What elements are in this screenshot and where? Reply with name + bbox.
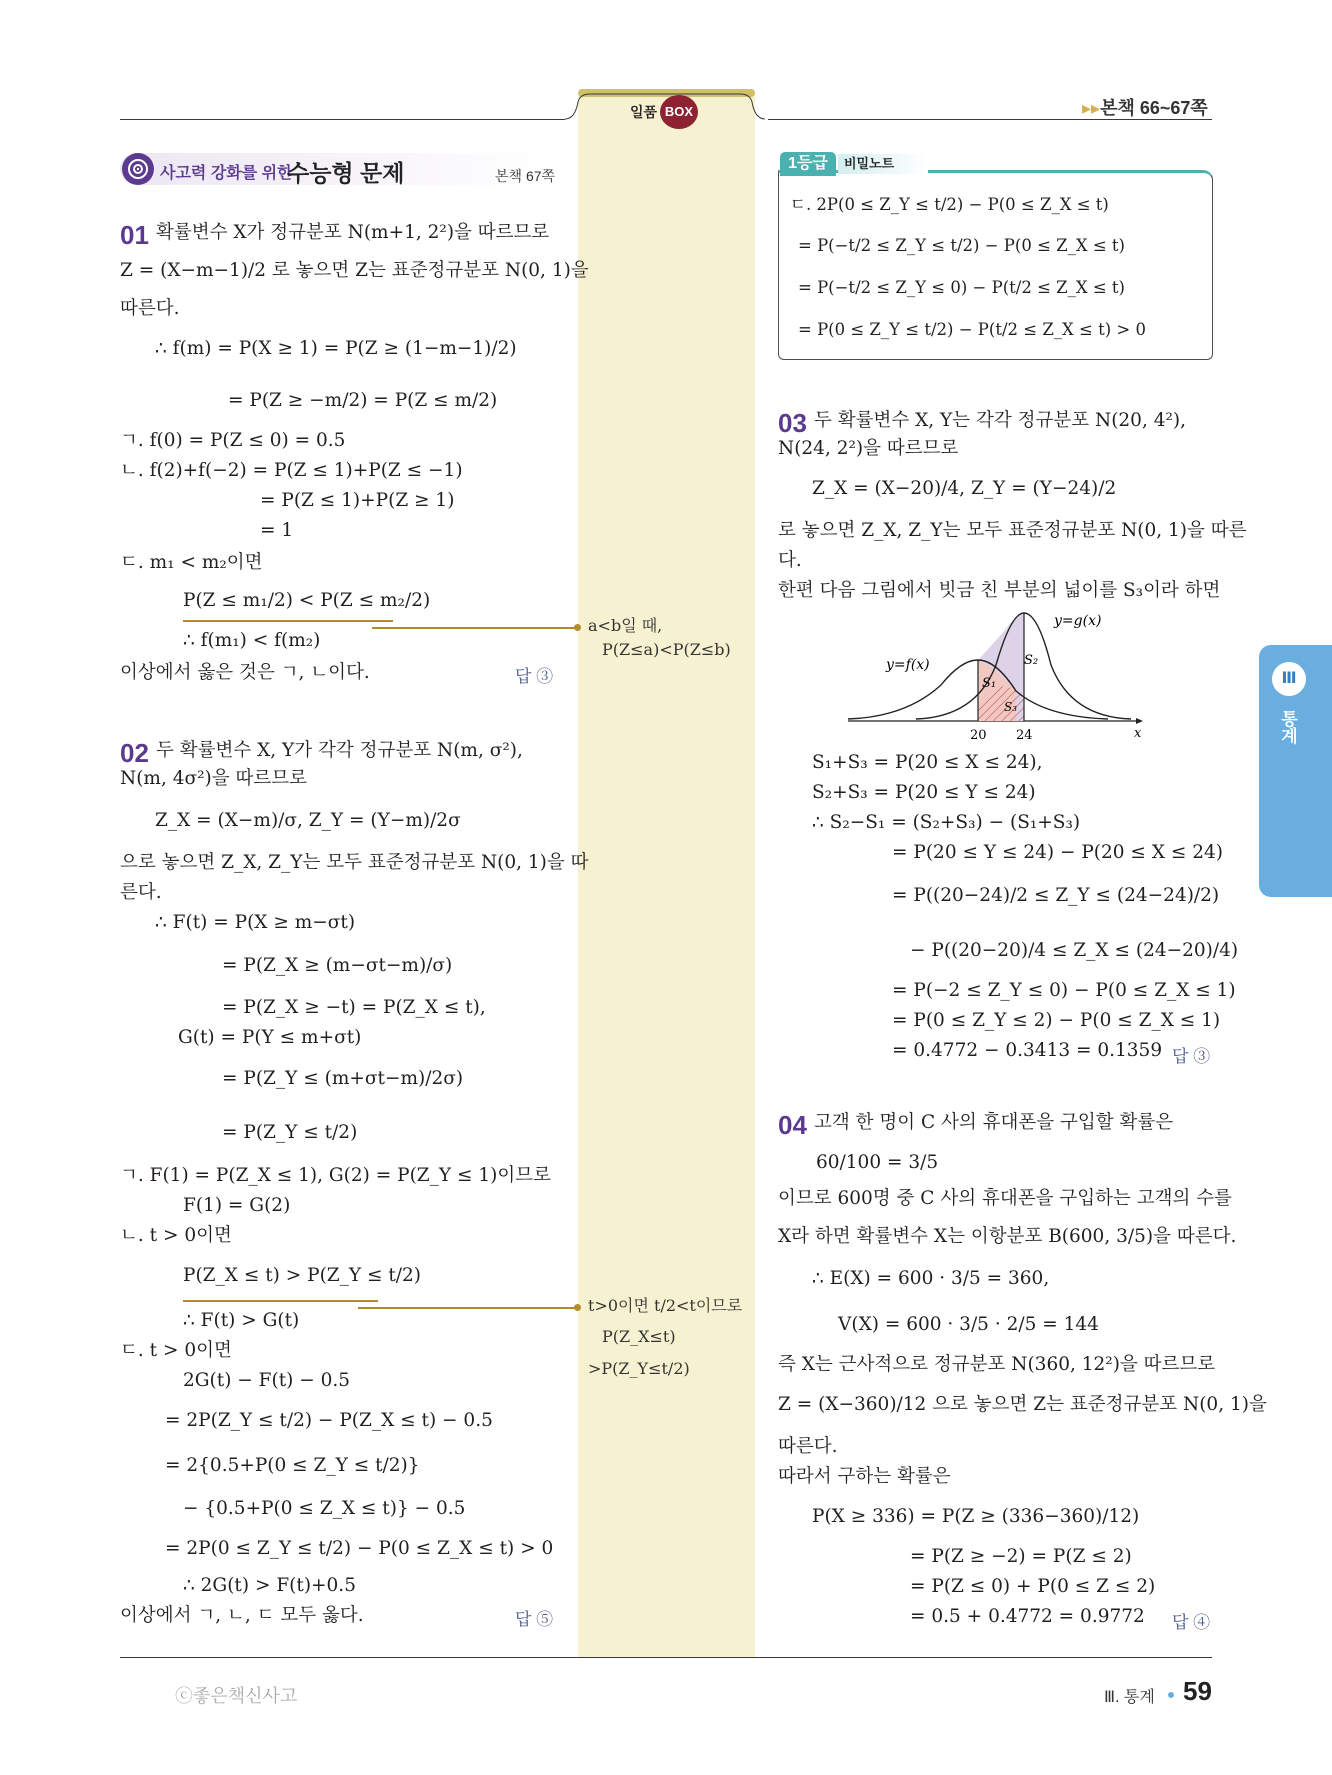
header-rule-left [120, 119, 565, 120]
note02-line-1: P(Z_X≤t) [602, 1327, 676, 1346]
x-label: x [1134, 726, 1142, 741]
p04-line-6: 즉 X는 근사적으로 정규분포 N(360, 12²)을 따르므로 [778, 1354, 1216, 1375]
note01-dot [574, 624, 581, 631]
p01-line-5: ㄱ. f(0) = P(Z ≤ 0) = 0.5 [120, 430, 346, 451]
p04-line-9: 따라서 구하는 확률은 [778, 1466, 951, 1487]
p04-line-13: = 0.5 + 0.4772 = 0.9772 [910, 1606, 1145, 1627]
p02-line-21: = 2P(0 ≤ Z_Y ≤ t/2) − P(0 ≤ Z_X ≤ t) > 0 [165, 1538, 554, 1559]
p02-line-14: P(Z_X ≤ t) > P(Z_Y ≤ t/2) [183, 1265, 422, 1286]
p04-line-1: 60/100 = 3/5 [816, 1152, 939, 1173]
p03-line-3: 로 놓으면 Z_X, Z_Y는 모두 표준정규분포 N(0, 1)을 따른 [778, 520, 1247, 541]
p04-line-12: = P(Z ≤ 0) + P(0 ≤ Z ≤ 2) [910, 1576, 1156, 1597]
p01-line-3: ∴ f(m) = P(X ≥ 1) = P(Z ≥ (1−m−1)/2) [155, 338, 517, 359]
p03-line-4: 다. [778, 550, 802, 571]
p04-line-7: Z = (X−360)/12 으로 놓으면 Z는 표준정규분포 N(0, 1)을 [778, 1394, 1267, 1415]
p02-line-17: 2G(t) − F(t) − 0.5 [183, 1370, 351, 1391]
p04-line-8: 따른다. [778, 1436, 838, 1457]
p02-line-2: Z_X = (X−m)/σ, Z_Y = (Y−m)/2σ [155, 810, 461, 831]
problem-03-number: 03 [778, 408, 807, 438]
p01-line-1: Z = (X−m−1)/2 로 놓으면 Z는 표준정규분포 N(0, 1)을 [120, 260, 589, 281]
secret-line-1: = P(−t/2 ≤ Z_Y ≤ t/2) − P(0 ≤ Z_X ≤ t) [798, 236, 1125, 255]
p03-line-13: = P(0 ≤ Z_Y ≤ 2) − P(0 ≤ Z_X ≤ 1) [892, 1010, 1221, 1031]
p03-line-9: = P(20 ≤ Y ≤ 24) − P(20 ≤ X ≤ 24) [892, 842, 1224, 863]
secret-grade-tab: 1등급 [780, 152, 836, 176]
chapter-footer: Ⅲ. 통계 [1104, 1689, 1155, 1706]
p02-line-4: 른다. [120, 882, 162, 903]
tick-24: 24 [1016, 728, 1033, 743]
p01-line-12: 이상에서 옳은 것은 ㄱ, ㄴ이다. [120, 662, 370, 683]
p03-line-8: ∴ S₂−S₁ = (S₂+S₃) − (S₁+S₃) [812, 812, 1081, 833]
p02-line-5: ∴ F(t) = P(X ≥ m−σt) [155, 912, 356, 933]
p02-answer: 답 ⑤ [515, 1610, 554, 1629]
note02-dot [574, 1304, 581, 1311]
middle-note-band [578, 92, 755, 1657]
footer-rule [120, 1657, 1212, 1658]
footer-dot [1168, 1692, 1174, 1698]
p01-line-4: = P(Z ≥ −m/2) = P(Z ≤ m/2) [228, 390, 498, 411]
problem-04-number: 04 [778, 1110, 807, 1140]
p02-line-3: 으로 놓으면 Z_X, Z_Y는 모두 표준정규분포 N(0, 1)을 따 [120, 852, 589, 873]
p02-line-20: − {0.5+P(0 ≤ Z_X ≤ t)} − 0.5 [183, 1498, 466, 1519]
tick-20: 20 [970, 728, 987, 743]
p01-underline [183, 620, 393, 622]
p03-answer: 답 ③ [1172, 1047, 1211, 1066]
problem-02-number: 02 [120, 738, 149, 768]
label-g: y=g(x) [1054, 613, 1102, 629]
label-s1: S₁ [982, 676, 997, 691]
normal-curves-graph [846, 605, 1146, 745]
problem-01-number: 01 [120, 220, 149, 250]
box-label: 일품 [630, 104, 658, 120]
p02-line-1: N(m, 4σ²)을 따르므로 [120, 768, 307, 789]
p01-line-6: ㄴ. f(2)+f(−2) = P(Z ≤ 1)+P(Z ≤ −1) [120, 460, 463, 481]
p02-line-11: ㄱ. F(1) = P(Z_X ≤ 1), G(2) = P(Z_Y ≤ 1)이므로 [120, 1165, 551, 1186]
p04-line-3: X라 하면 확률변수 X는 이항분포 B(600, 3/5)을 따른다. [778, 1226, 1237, 1247]
secret-label: 비밀노트 [838, 154, 928, 174]
p02-line-22: ∴ 2G(t) > F(t)+0.5 [183, 1575, 356, 1596]
p01-line-11: ∴ f(m₁) < f(m₂) [183, 630, 321, 651]
section-page-ref: 본책 67쪽 [495, 168, 556, 184]
publisher-label: ⓒ좋은책신사고 [175, 1686, 298, 1706]
p02-line-13: ㄴ. t > 0이면 [120, 1225, 232, 1246]
p04-line-5: V(X) = 600 · 3/5 · 2/5 = 144 [838, 1314, 1099, 1335]
p02-line-12: F(1) = G(2) [183, 1195, 291, 1216]
header-page-ref: ▸▸본책 66~67쪽 [1082, 98, 1208, 118]
p02-line-19: = 2{0.5+P(0 ≤ Z_Y ≤ t/2)} [165, 1455, 420, 1476]
p02-line-15: ∴ F(t) > G(t) [183, 1310, 300, 1331]
p03-line-5: 한편 다음 그림에서 빗금 친 부분의 넓이를 S₃이라 하면 [778, 580, 1221, 601]
box-badge: BOX [660, 95, 698, 129]
chapter-numeral: Ⅲ [1272, 662, 1306, 696]
p02-line-6: = P(Z_X ≥ (m−σt−m)/σ) [222, 955, 453, 976]
p02-line-10: = P(Z_Y ≤ t/2) [222, 1122, 358, 1143]
secret-line-3: = P(0 ≤ Z_Y ≤ t/2) − P(t/2 ≤ Z_X ≤ t) > 0 [798, 320, 1146, 339]
p02-line-0: 두 확률변수 X, Y가 각각 정규분포 N(m, σ²), [156, 740, 523, 761]
p01-answer: 답 ③ [515, 667, 554, 686]
p01-line-10: P(Z ≤ m₁/2) < P(Z ≤ m₂/2) [183, 590, 431, 611]
p03-line-0: 두 확률변수 X, Y는 각각 정규분포 N(20, 4²), [814, 410, 1186, 431]
note02-line-0: t>0이면 t/2<t이므로 [588, 1296, 743, 1315]
p03-line-10: = P((20−24)/2 ≤ Z_Y ≤ (24−24)/2) [892, 885, 1220, 906]
p03-line-11: − P((20−20)/4 ≤ Z_X ≤ (24−20)/4) [910, 940, 1239, 961]
p03-line-6: S₁+S₃ = P(20 ≤ X ≤ 24), [812, 752, 1043, 773]
chapter-label: 통계 [1278, 710, 1297, 744]
p01-line-9: ㄷ. m₁ < m₂이면 [120, 552, 263, 573]
p03-line-7: S₂+S₃ = P(20 ≤ Y ≤ 24) [812, 782, 1036, 803]
section-title-big: 수능형 문제 [287, 160, 405, 186]
p01-line-7: = P(Z ≤ 1)+P(Z ≥ 1) [260, 490, 455, 511]
secret-line-0: ㄷ. 2P(0 ≤ Z_Y ≤ t/2) − P(0 ≤ Z_X ≤ t) [790, 195, 1109, 214]
target-icon [122, 153, 154, 185]
p02-line-9: = P(Z_Y ≤ (m+σt−m)/2σ) [222, 1068, 464, 1089]
p02-line-18: = 2P(Z_Y ≤ t/2) − P(Z_X ≤ t) − 0.5 [165, 1410, 493, 1431]
p02-line-8: G(t) = P(Y ≤ m+σt) [178, 1027, 362, 1048]
p02-line-23: 이상에서 ㄱ, ㄴ, ㄷ 모두 옳다. [120, 1605, 364, 1626]
page-number: 59 [1183, 1676, 1212, 1706]
p01-line-0: 확률변수 X가 정규분포 N(m+1, 2²)을 따르므로 [156, 222, 550, 243]
p04-line-11: = P(Z ≥ −2) = P(Z ≤ 2) [910, 1546, 1132, 1567]
section-title-small: 사고력 강화를 위한 [160, 165, 293, 182]
p04-line-4: ∴ E(X) = 600 · 3/5 = 360, [812, 1268, 1050, 1289]
p04-answer: 답 ④ [1172, 1613, 1211, 1632]
p02-line-7: = P(Z_X ≥ −t) = P(Z_X ≤ t), [222, 997, 486, 1018]
note02-connector [358, 1307, 577, 1309]
label-f: y=f(x) [886, 657, 930, 673]
p02-line-16: ㄷ. t > 0이면 [120, 1340, 232, 1361]
p03-line-1: N(24, 2²)을 따르므로 [778, 438, 959, 459]
secret-line-2: = P(−t/2 ≤ Z_Y ≤ 0) − P(t/2 ≤ Z_X ≤ t) [798, 278, 1125, 297]
p01-line-8: = 1 [260, 520, 294, 541]
note01-line-1: P(Z≤a)<P(Z≤b) [602, 640, 731, 659]
note01-connector [372, 627, 577, 629]
p03-line-12: = P(−2 ≤ Z_Y ≤ 0) − P(0 ≤ Z_X ≤ 1) [892, 980, 1236, 1001]
note01-line-0: a<b일 때, [588, 616, 663, 635]
label-s3: S₃ [1004, 700, 1018, 714]
p04-line-10: P(X ≥ 336) = P(Z ≥ (336−360)/12) [812, 1506, 1140, 1527]
p02-underline [183, 1300, 378, 1302]
label-s2: S₂ [1024, 653, 1039, 668]
p04-line-2: 이므로 600명 중 C 사의 휴대폰을 구입하는 고객의 수를 [778, 1188, 1232, 1209]
p01-line-2: 따른다. [120, 298, 180, 319]
p03-line-14: = 0.4772 − 0.3413 = 0.1359 [892, 1040, 1163, 1061]
p03-line-2: Z_X = (X−20)/4, Z_Y = (Y−24)/2 [812, 478, 1117, 499]
double-arrow-icon: ▸▸ [1082, 98, 1101, 118]
p04-line-0: 고객 한 명이 C 사의 휴대폰을 구입할 확률은 [814, 1112, 1174, 1133]
note02-line-2: >P(Z_Y≤t/2) [588, 1359, 690, 1378]
